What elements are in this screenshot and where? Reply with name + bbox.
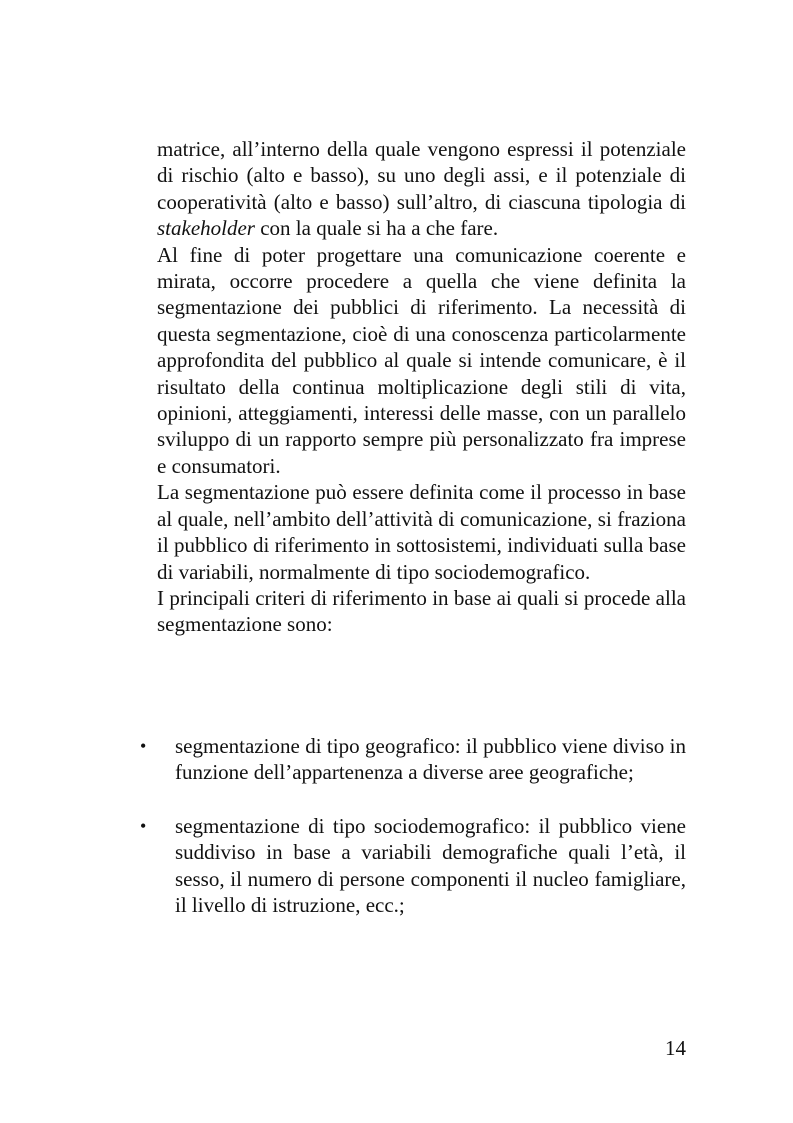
paragraph-segmentation-definition: La segmentazione può essere definita come il processo in base al quale, nell’ambito dell’attività di comunicazione, si fraziona il pubblico di riferimento in sottosistemi, individuati sulla base di variabili, normalmente di tipo sociodemografico. bbox=[157, 480, 686, 584]
paragraph-segmentation-need: Al fine di poter progettare una comunicazione coerente e mirata, occorre procedere a quella che viene definita la segmentazione dei pubblici di riferimento. La necessità di questa segmentazione, cioè di una conoscenza particolarmente approfondita del pubblico al quale si intende comunicare, è il risultato della continua moltiplicazione degli stili di vita, opinioni, atteggiamenti, interessi delle masse, con un parallelo sviluppo di un rapporto sempre più personalizzato fra imprese e consumatori. bbox=[157, 242, 686, 478]
paragraph-matrix-text-a: matrice, all’interno della quale vengono espressi il potenziale di rischio (alto e basso), su uno degli assi, e il potenziale di cooperatività (alto e basso) sull’altro, di ciascuna tipologia di bbox=[157, 137, 686, 214]
stakeholder-term: stakeholder bbox=[157, 216, 255, 241]
list-item-text: segmentazione di tipo sociodemografico: il pubblico viene suddiviso in base a variabili demografiche quali l’età, il sesso, il numero di persone componenti il nucleo famigliare, il livello di istruzione, ecc.; bbox=[175, 813, 686, 918]
bullet-icon: • bbox=[140, 815, 147, 836]
body-text bbox=[157, 136, 686, 638]
list-item-geographic bbox=[140, 733, 686, 786]
page-number: 14 bbox=[665, 1036, 686, 1060]
list-item-text: segmentazione di tipo geografico: il pubblico viene diviso in funzione dell’appartenenza a diverse aree geografiche; bbox=[175, 734, 686, 785]
bullet-icon: • bbox=[140, 736, 147, 756]
paragraph-criteria-intro: I principali criteri di riferimento in base ai quali si procede alla segmentazione sono: bbox=[157, 585, 686, 637]
paragraph-matrix-text-b: con la quale si ha a che fare. bbox=[254, 216, 499, 241]
criteria-list bbox=[140, 733, 686, 918]
paragraph-matrix bbox=[157, 136, 686, 242]
list-item-sociodemographic bbox=[140, 813, 686, 919]
